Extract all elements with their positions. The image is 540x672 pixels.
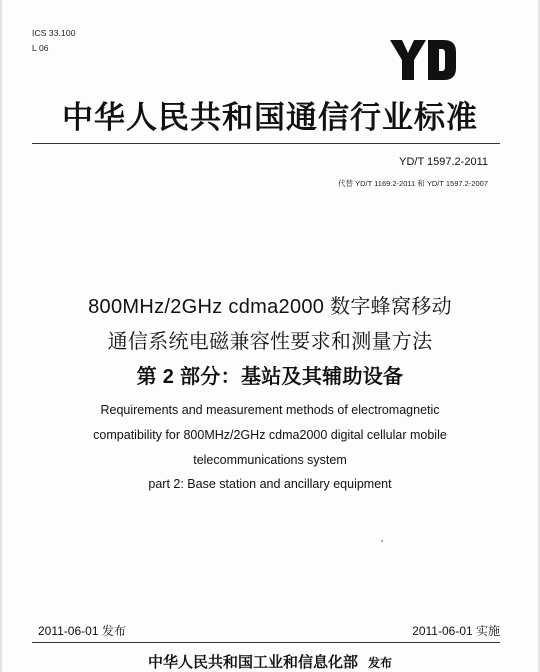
standard-category-title: 中华人民共和国通信行业标准 (62, 100, 478, 135)
title-cn-line-2: 通信系统电磁兼容性要求和测量方法 (107, 331, 433, 353)
title-en-line-2: compatibility for 800MHz/2GHz cdma2000 digital cellular mobile (93, 428, 447, 442)
issuer-name: 中华人民共和国工业和信息化部 (147, 654, 358, 671)
yd-logo (390, 40, 456, 80)
implementation-date: 2011-06-01 实施 (412, 624, 500, 638)
issue-date: 2011-06-01 发布 (38, 624, 126, 638)
title-cn-line-1: 800MHz/2GHz cdma2000 数字蜂窝移动 (88, 296, 452, 318)
title-cn-line-3: 第 2 部分：基站及其辅助设备 (136, 366, 404, 388)
ccs-code: L 06 (32, 43, 49, 53)
title-en-line-3: telecommunications system (193, 453, 347, 467)
issued-label: 发布 (368, 656, 393, 670)
scan-speck (381, 540, 383, 542)
title-en-line-1: Requirements and measurement methods of electromagnetic (100, 403, 440, 417)
ics-code: ICS 33.100 (32, 28, 76, 38)
title-en-line-4: part 2: Base station and ancillary equipment (148, 477, 392, 491)
top-divider (32, 143, 500, 144)
bottom-divider (32, 642, 500, 643)
replaces-note: 代替 YD/T 1169.2-2011 和 YD/T 1597.2-2007 (338, 179, 488, 188)
standard-number: YD/T 1597.2-2011 (399, 156, 488, 168)
issuing-authority (0, 651, 540, 672)
